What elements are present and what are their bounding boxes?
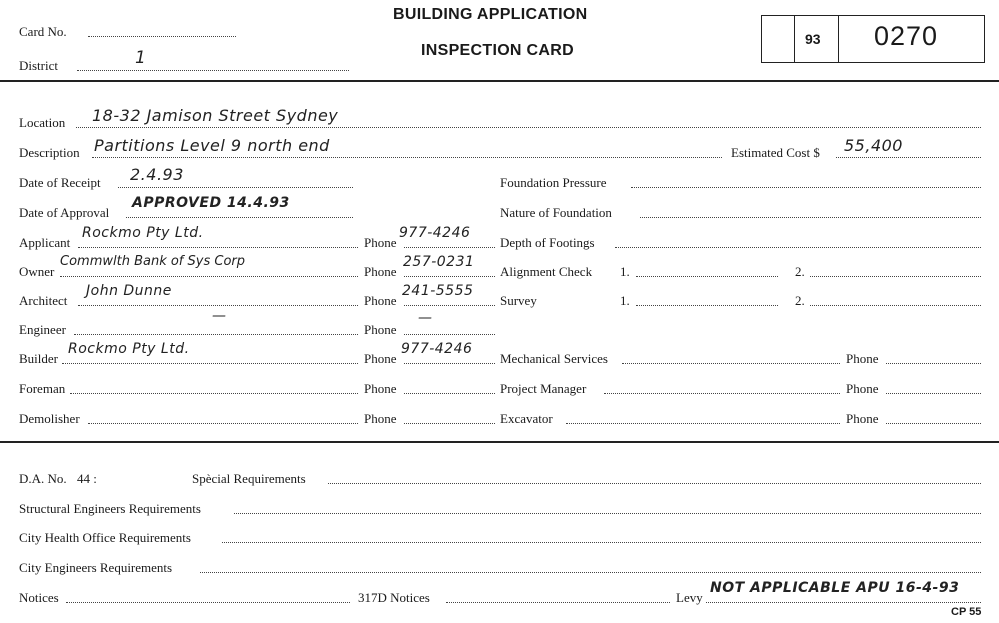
foreman-field[interactable]	[70, 393, 358, 394]
card-no-field[interactable]	[88, 36, 236, 37]
estimated-cost-field[interactable]	[836, 157, 981, 158]
special-requirements-field[interactable]	[328, 483, 981, 484]
project-manager-phone-label: Phone	[846, 381, 879, 396]
engineer-label: Engineer	[19, 322, 66, 337]
da-no-value: 44 :	[77, 471, 97, 486]
foreman-phone-field[interactable]	[404, 393, 495, 394]
engineer-field[interactable]	[74, 334, 358, 335]
mechanical-services-phone-field[interactable]	[886, 363, 981, 364]
builder-label: Builder	[19, 351, 58, 366]
depth-of-footings-field[interactable]	[615, 247, 981, 248]
survey-2-label: 2.	[795, 293, 805, 308]
mechanical-services-phone-label: Phone	[846, 351, 879, 366]
notices-label: Notices	[19, 590, 59, 605]
builder-phone-value: 977-4246	[401, 341, 473, 357]
excavator-phone-label: Phone	[846, 411, 879, 426]
alignment-check-1-label: 1.	[620, 264, 630, 279]
foreman-phone-label: Phone	[364, 381, 397, 396]
alignment-check-1-field[interactable]	[636, 276, 778, 277]
district-value: 1	[135, 48, 147, 68]
engineer-phone-value: —	[418, 310, 433, 326]
demolisher-label: Demolisher	[19, 411, 80, 426]
estimated-cost-label: Estimated Cost $	[731, 145, 820, 160]
demolisher-field[interactable]	[88, 423, 358, 424]
mechanical-services-field[interactable]	[622, 363, 840, 364]
architect-label: Architect	[19, 293, 68, 308]
alignment-check-2-label: 2.	[795, 264, 805, 279]
nature-of-foundation-label: Nature of Foundation	[500, 205, 612, 220]
excavator-field[interactable]	[566, 423, 840, 424]
owner-label: Owner	[19, 264, 55, 279]
special-requirements-label: Spècial Requirements	[192, 471, 306, 486]
mechanical-services-label: Mechanical Services	[500, 351, 608, 366]
builder-phone-field[interactable]	[404, 363, 495, 364]
foundation-pressure-label: Foundation Pressure	[500, 175, 607, 190]
applicant-phone-value: 977-4246	[399, 225, 471, 241]
demolisher-phone-label: Phone	[364, 411, 397, 426]
engineer-value: —	[212, 308, 227, 324]
city-engineers-requirements-label: City Engineers Requirements	[19, 560, 173, 575]
engineer-phone-field[interactable]	[404, 334, 495, 335]
levy-value: NOT APPLICABLE APU 16-4-93	[710, 580, 960, 596]
applicant-phone-label: Phone	[364, 235, 397, 250]
health-requirements-field[interactable]	[222, 542, 981, 543]
form-code: CP 55	[951, 606, 982, 618]
engineer-phone-label: Phone	[364, 322, 397, 337]
location-label: Location	[19, 115, 66, 130]
builder-phone-label: Phone	[364, 351, 397, 366]
notices-317d-field[interactable]	[446, 602, 670, 603]
notices-317d-label: 317D Notices	[358, 590, 430, 605]
owner-value: Commwlth Bank of Sys Corp	[60, 254, 245, 269]
architect-phone-value: 241-5555	[402, 283, 474, 299]
project-manager-label: Project Manager	[500, 381, 587, 396]
structural-requirements-field[interactable]	[234, 513, 981, 514]
date-of-approval-value: APPROVED 14.4.93	[132, 195, 290, 211]
survey-1-label: 1.	[620, 293, 630, 308]
city-engineers-requirements-field[interactable]	[200, 572, 981, 573]
applicant-label: Applicant	[19, 235, 71, 250]
card-year: 93	[805, 31, 821, 47]
description-label: Description	[19, 145, 80, 160]
structural-requirements-label: Structural Engineers Requirements	[19, 501, 201, 516]
alignment-check-2-field[interactable]	[810, 276, 981, 277]
location-value: 18-32 Jamison Street Sydney	[92, 106, 339, 125]
form-title-line1: BUILDING APPLICATION	[393, 6, 588, 23]
notices-field[interactable]	[66, 602, 350, 603]
excavator-phone-field[interactable]	[886, 423, 981, 424]
header-divider	[0, 80, 999, 82]
card-number-box	[761, 15, 985, 63]
demolisher-phone-field[interactable]	[404, 423, 495, 424]
depth-of-footings-label: Depth of Footings	[500, 235, 595, 250]
owner-phone-label: Phone	[364, 264, 397, 279]
architect-value: John Dunne	[86, 283, 172, 299]
form-title-line2: INSPECTION CARD	[421, 42, 574, 59]
da-no-label: D.A. No.	[19, 471, 67, 486]
levy-label: Levy	[676, 590, 703, 605]
card-serial-cell	[838, 16, 984, 62]
card-year-cell	[794, 16, 839, 62]
survey-2-field[interactable]	[810, 305, 981, 306]
excavator-label: Excavator	[500, 411, 553, 426]
owner-field[interactable]	[60, 276, 358, 277]
foreman-label: Foreman	[19, 381, 66, 396]
alignment-check-label: Alignment Check	[500, 264, 593, 279]
date-of-receipt-label: Date of Receipt	[19, 175, 101, 190]
location-field[interactable]	[76, 127, 981, 128]
date-of-receipt-field[interactable]	[118, 187, 353, 188]
description-value: Partitions Level 9 north end	[94, 136, 330, 155]
date-of-approval-field[interactable]	[126, 217, 353, 218]
builder-value: Rockmo Pty Ltd.	[68, 341, 190, 357]
applicant-value: Rockmo Pty Ltd.	[82, 225, 204, 241]
survey-1-field[interactable]	[636, 305, 778, 306]
applicant-phone-field[interactable]	[404, 247, 495, 248]
project-manager-phone-field[interactable]	[886, 393, 981, 394]
levy-field[interactable]	[706, 602, 981, 603]
applicant-field[interactable]	[78, 247, 358, 248]
card-no-label: Card No.	[19, 24, 67, 39]
district-label: District	[19, 58, 58, 73]
architect-field[interactable]	[78, 305, 358, 306]
estimated-cost-value: 55,400	[844, 136, 903, 155]
owner-phone-field[interactable]	[404, 276, 495, 277]
details-divider	[0, 441, 999, 443]
date-of-receipt-value: 2.4.93	[130, 165, 184, 184]
nature-of-foundation-field[interactable]	[640, 217, 981, 218]
card-serial: 0270	[874, 21, 939, 51]
owner-phone-value: 257-0231	[403, 254, 475, 270]
architect-phone-label: Phone	[364, 293, 397, 308]
architect-phone-field[interactable]	[404, 305, 495, 306]
date-of-approval-label: Date of Approval	[19, 205, 110, 220]
description-field[interactable]	[92, 157, 722, 158]
foundation-pressure-field[interactable]	[631, 187, 981, 188]
survey-label: Survey	[500, 293, 537, 308]
health-requirements-label: City Health Office Requirements	[19, 530, 191, 545]
builder-field[interactable]	[62, 363, 358, 364]
district-field[interactable]	[77, 70, 349, 71]
project-manager-field[interactable]	[604, 393, 840, 394]
